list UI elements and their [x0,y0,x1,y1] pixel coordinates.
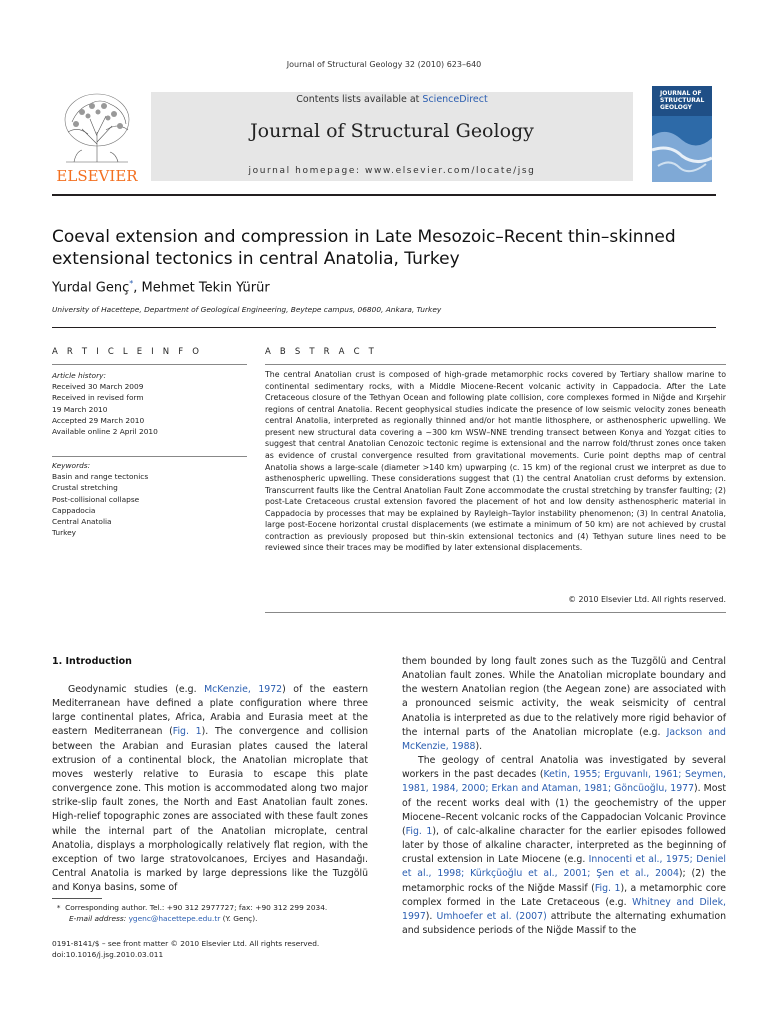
contents-line [151,94,633,105]
body-column-left [52,683,368,895]
contents-prefix: Contents lists available at [296,94,423,105]
footnote-rule [52,898,102,899]
citation-link[interactable]: Ketin, 1955; Erguvanlı, 1961; Seymen, 1981, 1984, 2000; Erkan and Ataman, 1981; Göncüoğlu, 1977 [402,769,726,795]
front-matter [52,938,382,960]
cover-title: JOURNAL OF STRUCTURAL GEOLOGY [660,90,705,111]
figure-link[interactable]: Fig. 1 [405,825,433,837]
author-affiliation: University of Hacettepe, Department of Geological Engineering, Beytepe campus, 06800, Ankara, Turkey [52,305,442,314]
body-text: ); (2) the metamorphic rocks of the Niğde Massif ( [402,868,726,894]
article-info-rule [52,364,247,365]
elsevier-wordmark: ELSEVIER [56,167,138,185]
body-text: ). Most of the recent works deal with (1) the geochemistry of the upper Miocene–Recent volcanic rocks of the Cappadocian Volcanic Province ( [402,783,726,837]
author-name: Mehmet Tekin Yürür [141,280,270,296]
body-column-right [402,655,726,938]
paper-title: Coeval extension and compression in Late Mesozoic–Recent thin–skinned extensional tectonics in central Anatolia, Turkey [52,227,676,269]
citation-link[interactable]: Innocenti et al., 1975; Deniel et al., 1998; Kürkçüoğlu et al., 2001; Şen et al., 2004 [402,854,726,880]
body-text: ). [425,910,437,922]
author-list [52,279,270,295]
history-entry: Received in revised form [52,393,144,403]
citation-link[interactable]: Jackson and McKenzie, 1988 [402,726,726,752]
history-entry: Accepted 29 March 2010 [52,415,145,425]
keywords-label: Keywords: [52,461,91,470]
keyword: Central Anatolia [52,517,112,527]
body-text: attribute the alternating exhumation and subsidence periods of the Niğde Massif to the [402,910,726,936]
body-text: ) of the eastern Mediterranean have defined a plate configuration where three large continental plates, Africa, Arabia and Eurasia meet at the eastern Mediterranean ( [52,684,368,738]
author-name: Yurdal Genç [52,280,130,296]
abstract-text: The central Anatolian crust is composed of high-grade metamorphic rocks covered by Tertiary shallow marine to continental sedimentary rocks, with a Middle Miocene-Recent volcanic activity in Cappadocia. After the Late Cretaceous closure of the Tethyan Ocean and following plate collision, core complexes formed in Niğde and Kırşehir regions of central Anatolia. Recent geophysical studies indicate the presence of low seismic velocity zones beneath central Anatolia, interpreted as regionally thinned and/or hot mantle lithosphere, or asthenospheric upwelling. We present new structural data covering a ~300 km WSW–NNE trending transect between Konya and Yozgat cities to suggest that central Anatolian Cenozoic tectonic regime is extensional and the narrow fold/thrust zones once taken as evidence of crustal convergence resulted from gravitational movements. Curie point depths map of central Anatolia shows a large-scale (diameter >140 km) upwarping (c. 15 km) of the regional crust we interpret as due to asthenospheric upwelling. These considerations suggest that (1) the central Anatolian crust deforms by extension. Transcurrent faults like the Central Anatolian Fault Zone accommodate the crustal stretching by transfer faulting; (2) post-Late Cretaceous crustal extension favored the placement of hot and low density asthenospheric material in Cappadocia by processes that may be explained by Rayleigh–Taylor instability phenomenon; (3) In central Anatolia, large post-Eocene horizontal crustal displacements (we estimate a minimum of 50 km) are not achieved by crustal contraction as previously proposed but thin-skin extensional tectonics and (4) Tethyan suture lines need to be reviewed since their traces may be modified by later extensional displacements. [265,370,726,553]
journal-homepage[interactable]: journal homepage: www.elsevier.com/locate/jsg [248,166,536,176]
corresponding-author-footnote [52,902,382,924]
abstract-rule-top [265,364,726,365]
history-label: Article history: [52,371,106,380]
journal-citation: Journal of Structural Geology 32 (2010) 623–640 [286,60,482,69]
abstract-rule-bottom [265,612,726,613]
body-text: ). The convergence and collision between the Arabian and Eurasian plates caused the lateral extrusion of a continental block, the Anatolian microplate that moves westerly relative to Eurasia to escape this plate convergence zone. This motion is accommodated along two major strike-slip fault zones, the North and East Anatolian fault zones. High-relief topographic zones are associated with these fault zones while the internal part of the Anatolian microplate, central Anatolia, displays a morphologically relatively flat region, with the exception of two large stratovolcanoes, Erciyes and Hasandağı. Central Anatolia is marked by large depressions like the Tuzgölü and Konya basins, some of [52,726,368,894]
article-history [52,370,252,437]
elsevier-tree-icon [52,84,142,186]
history-entry: Received 30 March 2009 [52,382,144,392]
keyword: Crustal stretching [52,483,118,493]
header-rule [52,194,716,196]
keyword: Basin and range tectonics [52,472,149,482]
article-info-heading: A R T I C L E I N F O [52,347,203,357]
keyword: Cappadocia [52,505,96,515]
body-text: them bounded by long fault zones such as the Tuzgölü and Central Anatolian fault zones. While the Anatolian microplate boundary and the western Anatolian region (the Aegean zone) are associated with a pronounced seismic activity, the weak seismicity of central Anatolia is interpreted as due to the relatively more rigid behavior of the internal parts of the Anatolian microplate (e.g. [402,656,726,738]
section-heading-introduction: 1. Introduction [52,656,132,667]
body-text: ), a metamorphic core complex formed in the Late Cretaceous (e.g. [402,882,726,908]
author-separator: , [133,280,142,296]
citation-link[interactable]: Umhoefer et al. (2007) [436,910,547,922]
keyword: Turkey [52,528,77,538]
journal-title: Journal of Structural Geology [250,120,534,142]
footnote-mark: * [56,903,61,912]
paragraph [402,655,726,754]
keywords-list [52,460,252,538]
history-entry: 19 March 2010 [52,404,108,414]
elsevier-logo[interactable] [52,84,142,186]
citation-link[interactable]: Whitney and Dilek, 1997 [402,896,726,922]
body-text: Geodynamic studies (e.g. [68,684,205,695]
body-text: ). [475,740,483,752]
footnote-line [52,902,382,913]
corresponding-author-mark[interactable]: * [129,279,134,288]
body-text: ), of calc-alkaline character for the earlier episodes followed later by those of alkaline character, interpreted as the beginning of crustal extension in Late Miocene (e.g. [402,825,726,866]
abstract-heading: A B S T R A C T [265,347,377,357]
keyword: Post-collisional collapse [52,494,140,504]
keywords-rule [52,456,247,457]
citation-link[interactable]: McKenzie, 1972 [204,684,283,695]
figure-link[interactable]: Fig. 1 [594,882,621,894]
email-label: E-mail address: [69,914,129,923]
issn-line: 0191-8141/$ – see front matter © 2010 Elsevier Ltd. All rights reserved. [52,939,320,948]
figure-link[interactable]: Fig. 1 [172,726,202,738]
journal-cover-thumbnail[interactable] [652,86,712,182]
email-suffix: (Y. Genç). [220,914,258,923]
title-rule [52,327,716,328]
cover-image-icon [652,116,712,182]
email-link[interactable]: ygenc@hacettepe.edu.tr [128,914,221,923]
history-entry: Available online 2 April 2010 [52,427,158,437]
footnote-line [52,913,382,924]
doi-line[interactable]: doi:10.1016/j.jsg.2010.03.011 [52,950,164,959]
body-text: The geology of central Anatolia was investigated by several workers in the past decades ( [402,755,726,781]
contact-details: Corresponding author. Tel.: +90 312 2977727; fax: +90 312 299 2034. [65,903,328,912]
copyright-notice: © 2010 Elsevier Ltd. All rights reserved. [568,595,726,604]
sciencedirect-link[interactable]: ScienceDirect [422,94,488,105]
paragraph [402,754,726,938]
